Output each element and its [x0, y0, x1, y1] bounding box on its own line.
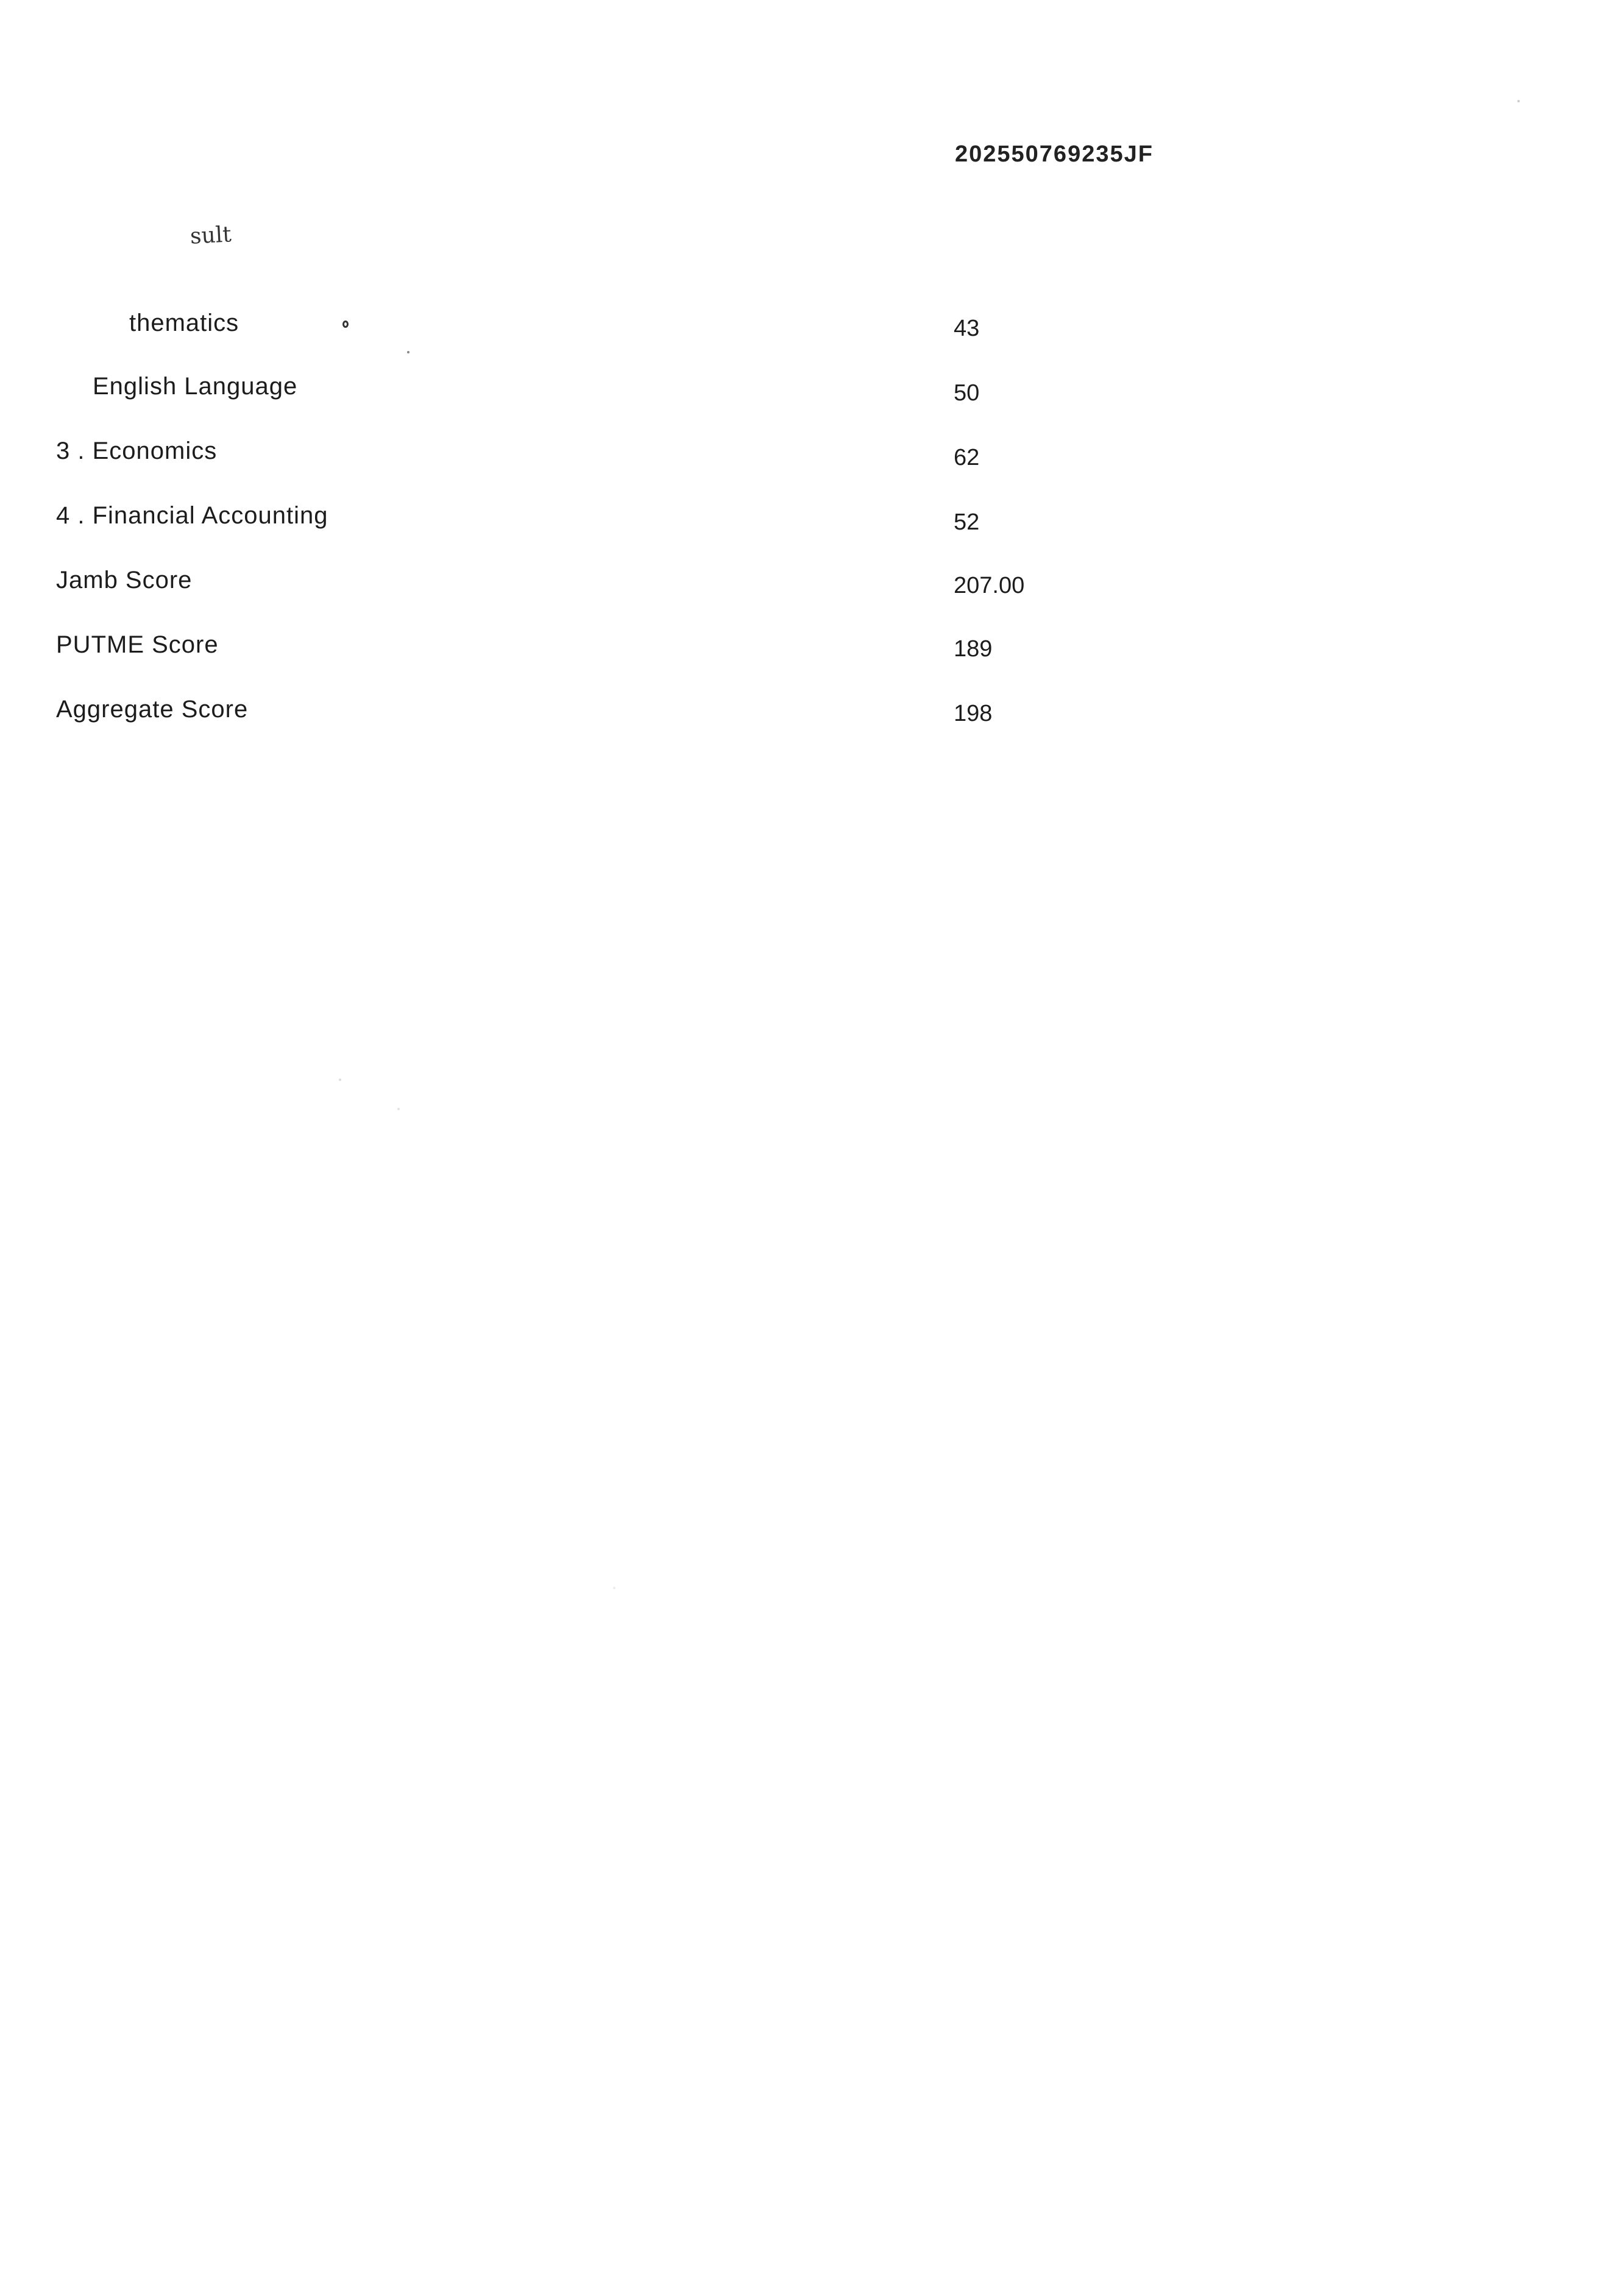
score-row: [0, 502, 1599, 545]
score-value: 198: [954, 701, 993, 726]
subject-score: 43: [954, 316, 980, 341]
score-label: Jamb Score: [56, 567, 193, 593]
score-value: 189: [954, 636, 993, 662]
score-row: [0, 373, 1599, 416]
score-label: Aggregate Score: [56, 696, 249, 723]
registration-number: 202550769235JF: [955, 141, 1154, 167]
scan-artifact: [1517, 100, 1520, 102]
scan-artifact: [397, 1108, 400, 1110]
score-label: PUTME Score: [56, 631, 219, 658]
scan-artifact: [613, 1587, 615, 1589]
subject-score: 52: [954, 509, 980, 535]
subject-label: 4 . Financial Accounting: [56, 502, 328, 529]
scan-artifact: [342, 321, 349, 328]
score-row: [0, 631, 1599, 674]
subject-label: 3 . Economics: [56, 438, 218, 464]
score-value: 207.00: [954, 573, 1025, 598]
score-row: [0, 438, 1599, 480]
subject-score: 62: [954, 445, 980, 470]
subject-score: 50: [954, 380, 980, 406]
score-row: [0, 567, 1599, 609]
page-heading-fragment: sult: [189, 222, 232, 249]
subject-label: thematics: [129, 310, 239, 336]
subject-label: English Language: [93, 373, 298, 400]
score-row: [0, 310, 1599, 352]
scan-artifact: [407, 351, 410, 353]
scan-artifact: [339, 1079, 341, 1081]
score-row: [0, 696, 1599, 739]
